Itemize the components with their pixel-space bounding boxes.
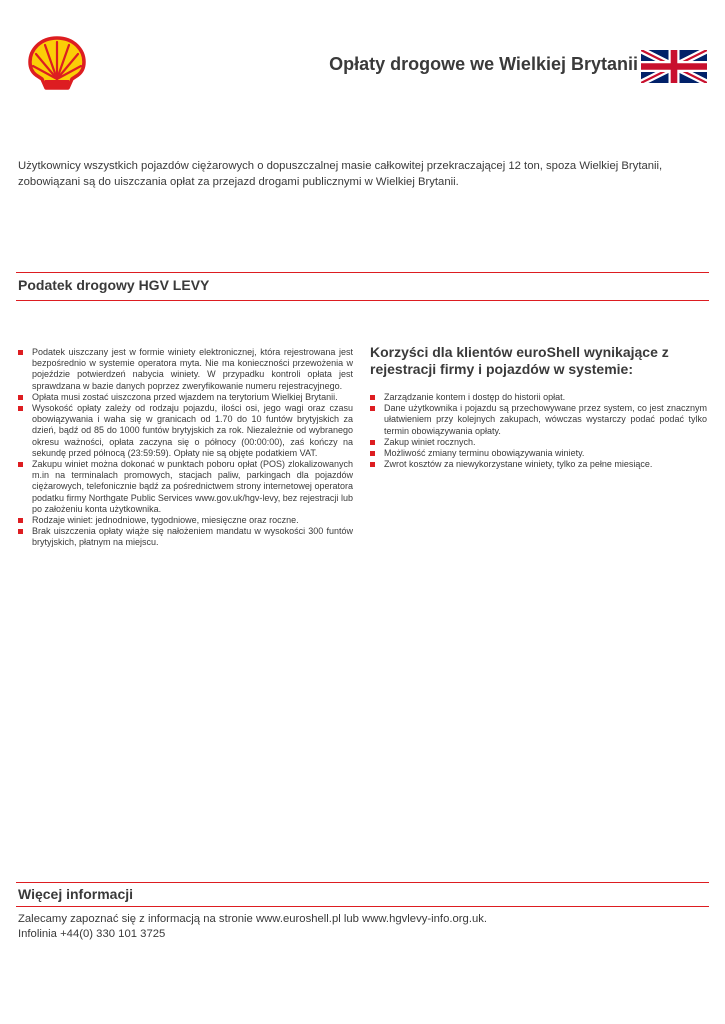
list-item-text: Podatek uiszczany jest w formie winiety elektronicznej, która rejestrowana jest bezpośrednio w systemie operatora myta. Nie ma konieczności przewożenia w pojeździe potwierdzeń nabycia winiety. W przypadku kontroli opłata jest sprawdzana w bazie danych poprzez zweryfikowanie numeru rejestracyjnego. [32, 347, 353, 391]
bullet-square-icon [18, 529, 23, 534]
list-item-text: Zwrot kosztów za niewykorzystane winiety, tylko za pełne miesiące. [384, 459, 653, 470]
list-item-text: Zakup winiet rocznych. [384, 436, 476, 447]
hotline-text: Infolinia +44(0) 330 101 3725 [18, 928, 166, 940]
list-item [18, 459, 353, 515]
list-item-text: Brak uiszczenia opłaty wiąże się nałożeniem mandatu w wysokości 300 funtów brytyjskich, płatnym na miejscu. [32, 526, 353, 548]
section-divider-top [16, 272, 709, 273]
bullet-square-icon [18, 350, 23, 355]
list-item [370, 437, 707, 448]
bullet-square-icon [370, 395, 375, 400]
list-item [370, 448, 707, 459]
list-item [370, 392, 707, 403]
bullet-square-icon [18, 395, 23, 400]
bullet-square-icon [18, 462, 23, 467]
bullet-square-icon [18, 406, 23, 411]
list-item [18, 347, 353, 392]
list-item [18, 515, 353, 526]
list-item-text: Zakupu winiet można dokonać w punktach poboru opłat (POS) zlokalizowanych m.in na terminalach promowych, stacjach paliw, parkingach dla pojazdów ciężarowych, telefonicznie bądź za pośrednictwem strony internetowej operatora podatku firmy Northgate Public Services www.gov.uk/hgv-levy, bez rejestracji lub po założeniu konta użytkownika. [32, 459, 353, 514]
list-item [18, 392, 353, 403]
page-title: Opłaty drogowe we Wielkiej Brytanii [329, 54, 638, 74]
levy-section-title: Podatek drogowy HGV LEVY [18, 277, 210, 293]
intro-line-2: zobowiązani są do uiszczania opłat za przejazd drogami publicznymi w Wielkiej Brytanii. [18, 176, 459, 188]
list-item [370, 403, 707, 437]
list-item-text: Opłata musi zostać uiszczona przed wjazdem na terytorium Wielkiej Brytanii. [32, 391, 338, 402]
benefits-title: Korzyści dla klientów euroShell wynikające z rejestracji firmy i pojazdów w systemie: [370, 344, 669, 377]
bullet-square-icon [370, 440, 375, 445]
more-info-line-1: Zalecamy zapoznać się z informacją na stronie www.euroshell.pl lub www.hgvlevy-info.org.uk. [18, 913, 488, 925]
section-divider-bottom [16, 906, 709, 907]
list-item [370, 459, 707, 470]
list-item-text: Rodzaje winiet: jednodniowe, tygodniowe, miesięczne oraz roczne. [32, 515, 299, 526]
bullet-square-icon [370, 406, 375, 411]
levy-bullet-list [18, 347, 353, 549]
intro-line-1: Użytkownicy wszystkich pojazdów ciężarowych o dopuszczalnej masie całkowitej przekraczającej 12 ton, spoza Wielkiej Brytanii, [18, 160, 663, 172]
intro-paragraph [18, 158, 708, 190]
list-item-text: Możliwość zmiany terminu obowiązywania winiety. [384, 448, 585, 459]
bullet-square-icon [370, 451, 375, 456]
list-item [18, 526, 353, 548]
bullet-square-icon [18, 518, 23, 523]
section-divider-top [16, 882, 709, 883]
benefits-bullet-list [370, 392, 707, 470]
more-info-title: Więcej informacji [18, 886, 134, 902]
list-item-text: Dane użytkownika i pojazdu są przechowywane przez system, co jest znacznym ułatwieniem przy kolejnych zakupach, wówczas wystarczy podać podać tylko termin obowiązywania opłaty. [384, 403, 707, 436]
list-item [18, 403, 353, 459]
section-divider-bottom [16, 300, 709, 301]
shell-pecten-logo-icon [28, 36, 86, 90]
list-item-text: Wysokość opłaty zależy od rodzaju pojazdu, ilości osi, jego wagi oraz czasu obowiązywania i waha się w granicach od 1.70 do 10 funtów brytyjskich za dzień, bądź od 85 do 1000 funtów brytyjskich za rok. Niezależnie od wybranego okresu ważności, opłata zaczyna się o północy (00:00:00), zaś kończy na sekundę przed północą (23:59:59). Opłaty nie są objęte podatkiem VAT. [32, 403, 353, 458]
uk-flag-icon [641, 50, 707, 83]
list-item-text: Zarządzanie kontem i dostęp do historii opłat. [384, 392, 566, 402]
more-info-text [18, 912, 708, 942]
bullet-square-icon [370, 462, 375, 467]
